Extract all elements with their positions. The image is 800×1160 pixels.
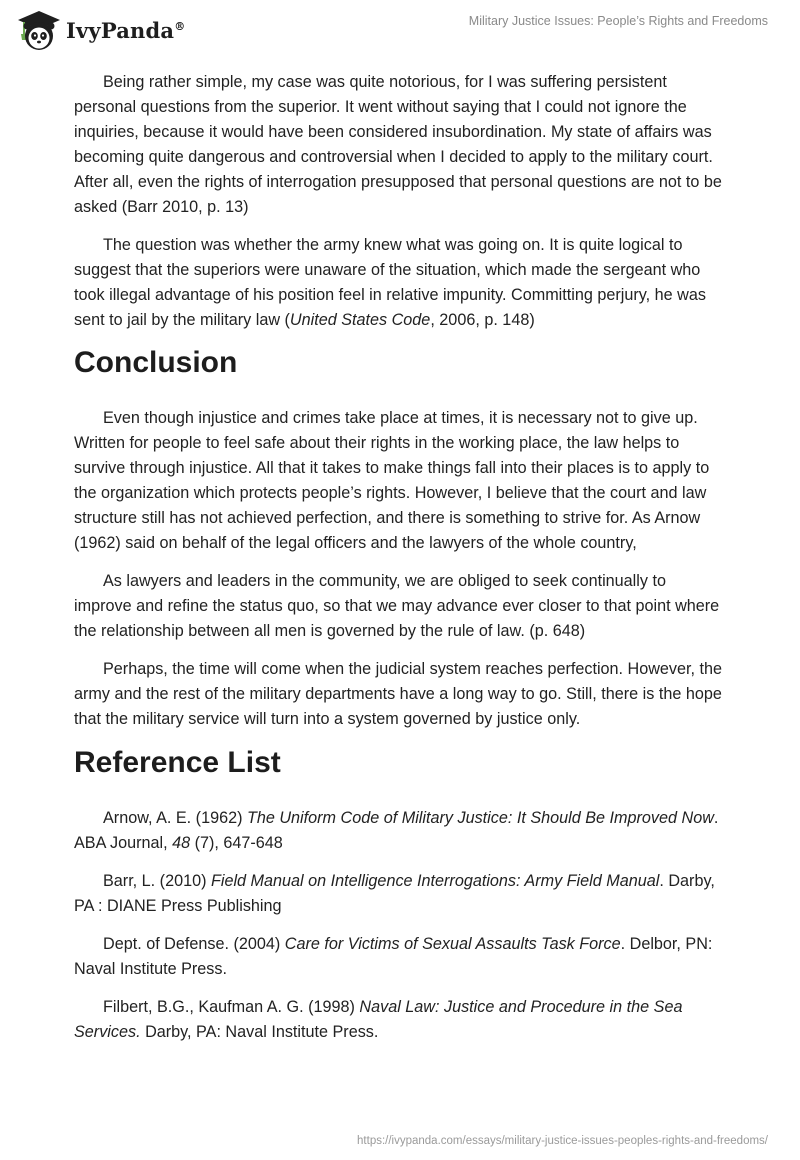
conclusion-heading: Conclusion <box>74 346 238 379</box>
reference-item: Arnow, A. E. (1962) The Uniform Code of Military Justice: It Should Be Improved Now. ABA Journal, 48 (7), 647-648 <box>74 809 719 852</box>
reference-list <box>74 806 726 1045</box>
essay-content <box>74 70 726 1058</box>
logo[interactable] <box>14 8 185 52</box>
brand-name: IvyPanda® <box>66 17 186 43</box>
reference-item: Filbert, B.G., Kaufman A. G. (1998) Naval Law: Justice and Procedure in the Sea Services. Darby, PA: Naval Institute Press. <box>74 998 683 1041</box>
running-title: Military Justice Issues: People’s Rights and Freedoms <box>468 14 768 28</box>
panda-graduate-icon <box>14 8 60 52</box>
body-paragraph: Perhaps, the time will come when the judicial system reaches perfection. However, the army and the rest of the military departments have a long way to go. Still, there is the hope that the military service will turn into a system governed by justice only. <box>74 660 723 728</box>
page-header <box>0 0 800 60</box>
body-paragraph: Being rather simple, my case was quite notorious, for I was suffering persistent personal questions from the superior. It went without saying that I could not ignore the inquiries, because it would have been considered insubordination. My state of affairs was becoming quite dangerous and controversial when I decided to apply to the military court. After all, even the rights of interrogation presupposed that personal questions are not to be asked (Barr 2010, p. 13) <box>74 73 722 216</box>
reference-list-heading: Reference List <box>74 746 281 779</box>
source-url[interactable]: https://ivypanda.com/essays/military-justice-issues-peoples-rights-and-freedoms/ <box>357 1135 768 1147</box>
reference-item: Dept. of Defense. (2004) Care for Victims of Sexual Assaults Task Force. Delbor, PN: Naval Institute Press. <box>74 935 713 978</box>
block-quote: As lawyers and leaders in the community, we are obliged to seek continually to improve and refine the status quo, so that we may advance ever closer to that point where the relationship between all men is governed by the rule of law. (p. 648) <box>74 572 720 640</box>
body-paragraph: Even though injustice and crimes take place at times, it is necessary not to give up. Written for people to feel safe about their rights in the working place, the law helps to survive through injustice. All that it takes to make things fall into their places is to apply to the organization which protects people’s rights. However, I believe that the court and law structure still has not achieved perfection, and there is something to strive for. As Arnow (1962) said on behalf of the legal officers and the lawyers of the whole country, <box>74 409 710 552</box>
reference-item: Barr, L. (2010) Field Manual on Intelligence Interrogations: Army Field Manual. Darby, PA : DIANE Press Publishing <box>74 872 715 915</box>
body-paragraph: The question was whether the army knew what was going on. It is quite logical to suggest that the superiors were unaware of the situation, which made the sergeant who took illegal advantage of his position feel in relative impunity. Committing perjury, he was sent to jail by the military law (United States Code, 2006, p. 148) <box>74 236 706 329</box>
